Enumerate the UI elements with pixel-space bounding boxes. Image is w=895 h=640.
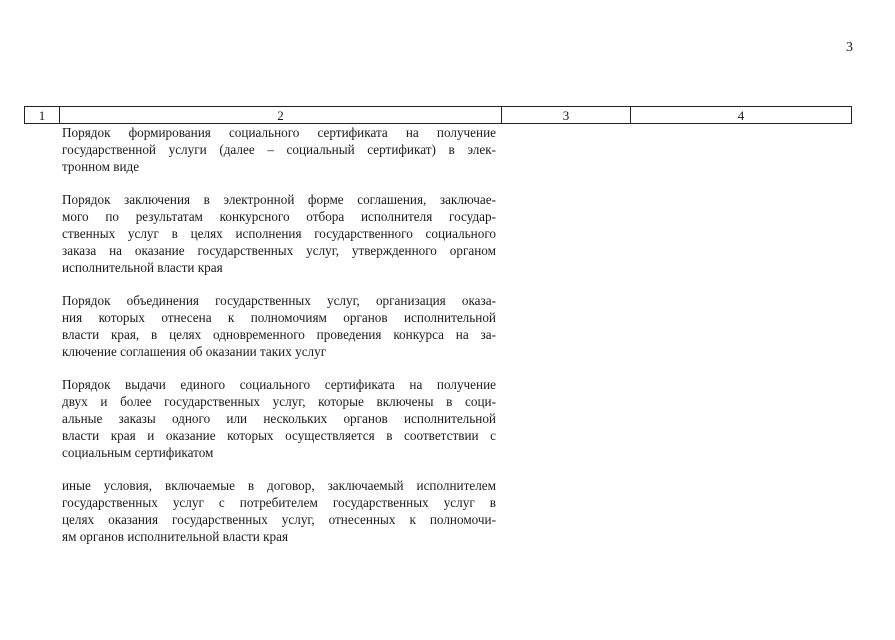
paragraph-certificate-formation <box>62 124 496 175</box>
text-line: Порядок выдачи единого социального сертификата на получение <box>62 377 496 392</box>
table-header <box>24 106 852 124</box>
text-line: ния которых отнесена к полномочиям органов исполнительной <box>62 310 496 325</box>
paragraph-agreement-conclusion <box>62 191 496 276</box>
page-number: 3 <box>846 40 853 55</box>
column-number-2: 2 <box>60 107 502 124</box>
text-line: Порядок объединения государственных услуг, организация оказа- <box>62 293 496 308</box>
text-line: ключение соглашения об оказании таких услуг <box>62 344 327 359</box>
text-line: государственной услуги (далее – социальный сертификат) в элек- <box>62 142 496 157</box>
text-line: ственных услуг в целях исполнения государственного социального <box>62 226 496 241</box>
text-line: альные заказы одного или нескольких органов исполнительной <box>62 411 496 426</box>
text-line: двух и более государственных услуг, которые включены в соци- <box>62 394 496 409</box>
text-line: Порядок формирования социального сертификата на получение <box>62 125 496 140</box>
text-line: тронном виде <box>62 159 140 174</box>
text-line: государственных услуг с потребителем государственных услуг в <box>62 495 496 510</box>
paragraph-services-merging <box>62 292 496 360</box>
text-line: исполнительной власти края <box>62 260 223 275</box>
column-number-1: 1 <box>25 107 60 124</box>
document-body <box>62 124 496 561</box>
text-line: иные условия, включаемые в договор, заключаемый исполнителем <box>62 478 496 493</box>
paragraph-other-conditions <box>62 477 496 545</box>
text-line: ям органов исполнительной власти края <box>62 529 289 544</box>
table-header-row <box>25 107 852 124</box>
text-line: социальным сертификатом <box>62 445 214 460</box>
column-number-3: 3 <box>502 107 631 124</box>
text-line: власти края, в целях одновременного проведения конкурса на за- <box>62 327 496 342</box>
text-line: мого по результатам конкурсного отбора исполнителя государ- <box>62 209 496 224</box>
column-number-4: 4 <box>631 107 852 124</box>
text-line: Порядок заключения в электронной форме соглашения, заключае- <box>62 192 496 207</box>
text-line: заказа на оказание государственных услуг, утвержденного органом <box>62 243 496 258</box>
text-line: власти края и оказание которых осуществляется в соответствии с <box>62 428 496 443</box>
paragraph-unified-certificate <box>62 376 496 461</box>
text-line: целях оказания государственных услуг, отнесенных к полномочи- <box>62 512 496 527</box>
